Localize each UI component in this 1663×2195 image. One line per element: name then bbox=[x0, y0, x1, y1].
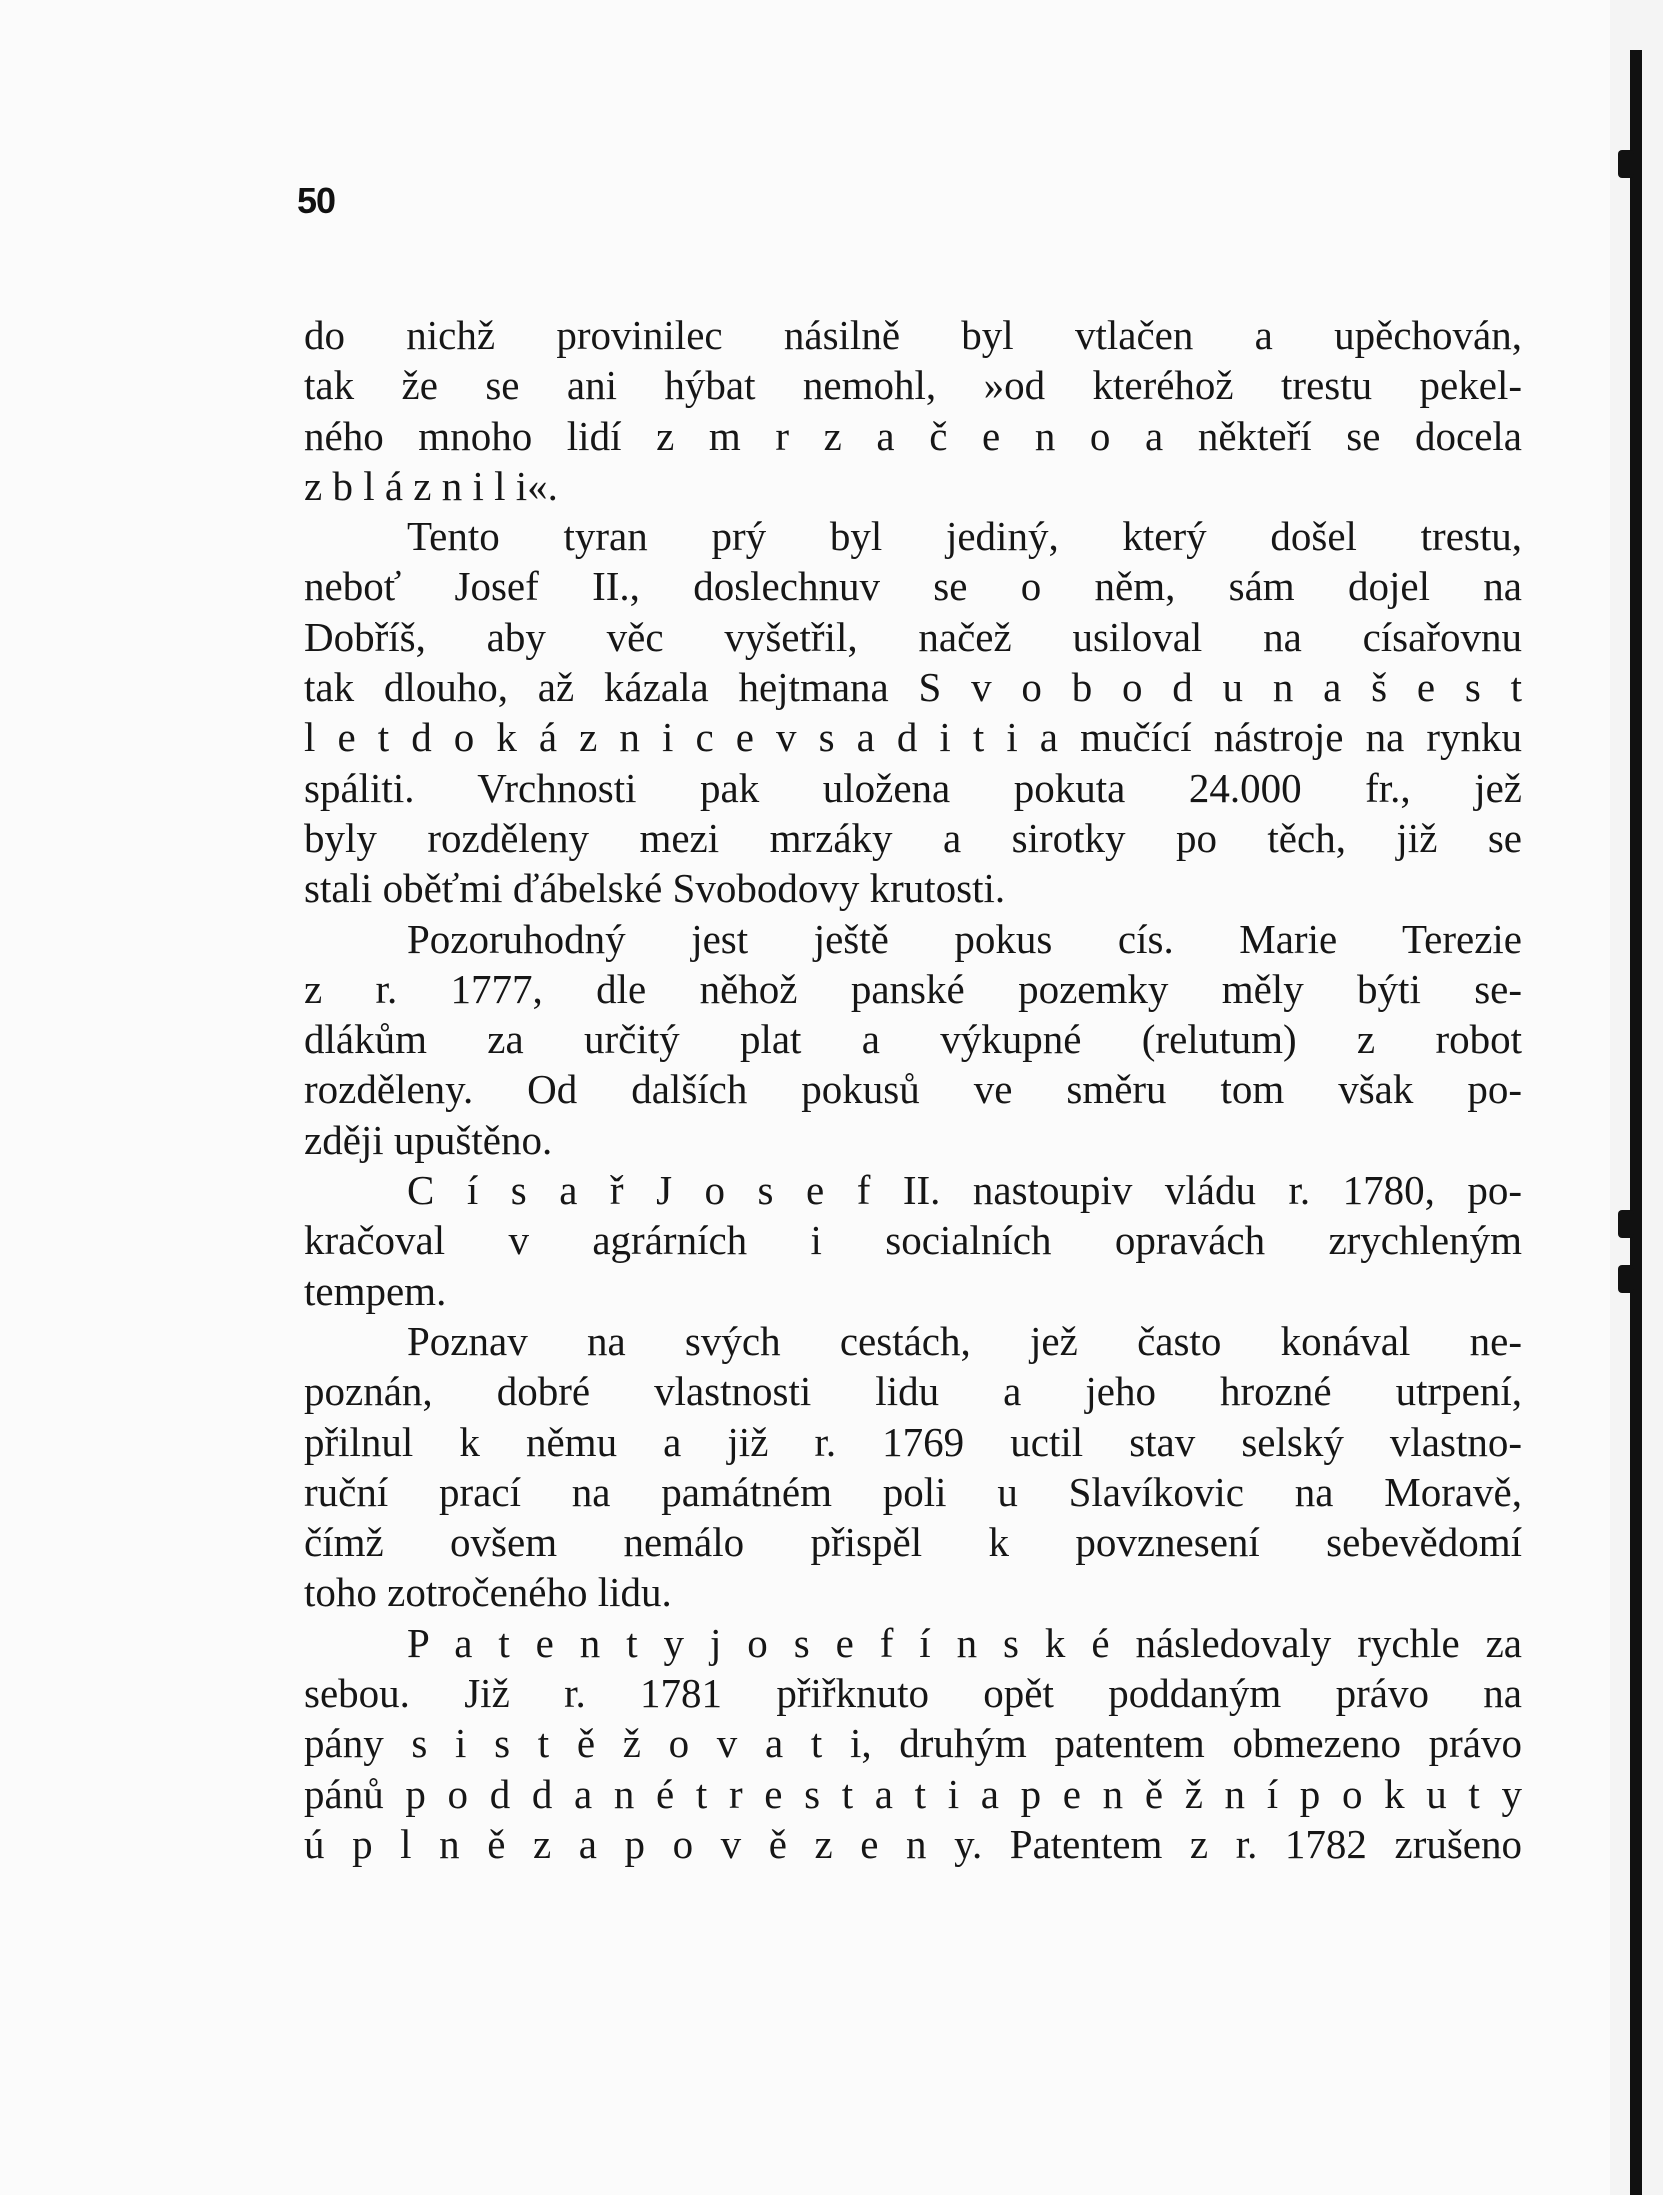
text-line: sebou. Již r. 1781 přiřknuto opět poddaným právo na bbox=[304, 1670, 1522, 1717]
text-line: l e t d o k á z n i c e v s a d i t i a mučící nástroje na rynku bbox=[304, 714, 1522, 761]
text-line: tak že se ani hýbat nemohl, »od kteréhož trestu pekel- bbox=[304, 362, 1522, 409]
text-line: ruční prací na památném poli u Slavíkovic na Moravě, bbox=[304, 1468, 1522, 1515]
page-number: 50 bbox=[297, 180, 336, 221]
text-line: ného mnoho lidí z m r z a č e n o a někteří se docela bbox=[304, 412, 1522, 459]
text-line: kračoval v agrárních i socialních opravách zrychleným bbox=[304, 1217, 1522, 1264]
edge-mark bbox=[1618, 1210, 1634, 1238]
text-line: spáliti. Vrchnosti pak uložena pokuta 24.000 fr., jež bbox=[304, 764, 1522, 811]
text-line: pány s i s t ě ž o v a t i, druhým patentem obmezeno právo bbox=[304, 1720, 1522, 1767]
text-line: do nichž provinilec násilně byl vtlačen a upěchován, bbox=[304, 312, 1522, 358]
text-line: Dobříš, aby věc vyšetřil, načež usiloval na císařovnu bbox=[304, 613, 1522, 660]
scan-edge bbox=[1610, 0, 1663, 2195]
text-line: Pozoruhodný jest ještě pokus cís. Marie Terezie bbox=[407, 915, 1522, 962]
text-line: přilnul k němu a již r. 1769 uctil stav selský vlastno- bbox=[304, 1418, 1522, 1465]
text-line: pánů p o d d a n é t r e s t a t i a p e n ě ž n í p o k u t y bbox=[304, 1770, 1522, 1817]
text-line: z b l á z n i l i«. bbox=[304, 462, 558, 509]
text-line: P a t e n t y j o s e f í n s k é následovaly rychle za bbox=[407, 1619, 1522, 1666]
text-line: poznán, dobré vlastnosti lidu a jeho hrozné utrpení, bbox=[304, 1368, 1522, 1415]
text-line: neboť Josef II., doslechnuv se o něm, sám dojel na bbox=[304, 563, 1522, 610]
text-line: C í s a ř J o s e f II. nastoupiv vládu r. 1780, po- bbox=[407, 1167, 1522, 1214]
text-line: z r. 1777, dle něhož panské pozemky měly býti se- bbox=[304, 965, 1522, 1012]
text-line: čímž ovšem nemálo přispěl k povznesení sebevědomí bbox=[304, 1519, 1522, 1566]
binding-shadow bbox=[1630, 50, 1642, 2195]
edge-mark bbox=[1618, 1265, 1634, 1293]
text-line: toho zotročeného lidu. bbox=[304, 1569, 672, 1616]
body-text bbox=[304, 310, 1522, 1869]
text-line: Poznav na svých cestách, jež často konával ne- bbox=[407, 1317, 1522, 1364]
text-line: Tento tyran prý byl jediný, který došel trestu, bbox=[407, 513, 1522, 560]
text-line: byly rozděleny mezi mrzáky a sirotky po těch, již se bbox=[304, 814, 1522, 861]
text-line: tak dlouho, až kázala hejtmana S v o b o d u n a š e s t bbox=[304, 664, 1522, 711]
text-line: stali oběťmi ďábelské Svobodovy krutosti. bbox=[304, 865, 1006, 912]
text-line: rozděleny. Od dalších pokusů ve směru tom však po- bbox=[304, 1066, 1522, 1113]
text-line: tempem. bbox=[304, 1267, 447, 1314]
text-line: ú p l n ě z a p o v ě z e n y. Patentem z r. 1782 zrušeno bbox=[304, 1820, 1522, 1867]
text-line: zději upuštěno. bbox=[304, 1116, 553, 1163]
edge-mark bbox=[1618, 150, 1634, 178]
text-line: dlákům za určitý plat a výkupné (relutum) z robot bbox=[304, 1016, 1522, 1063]
